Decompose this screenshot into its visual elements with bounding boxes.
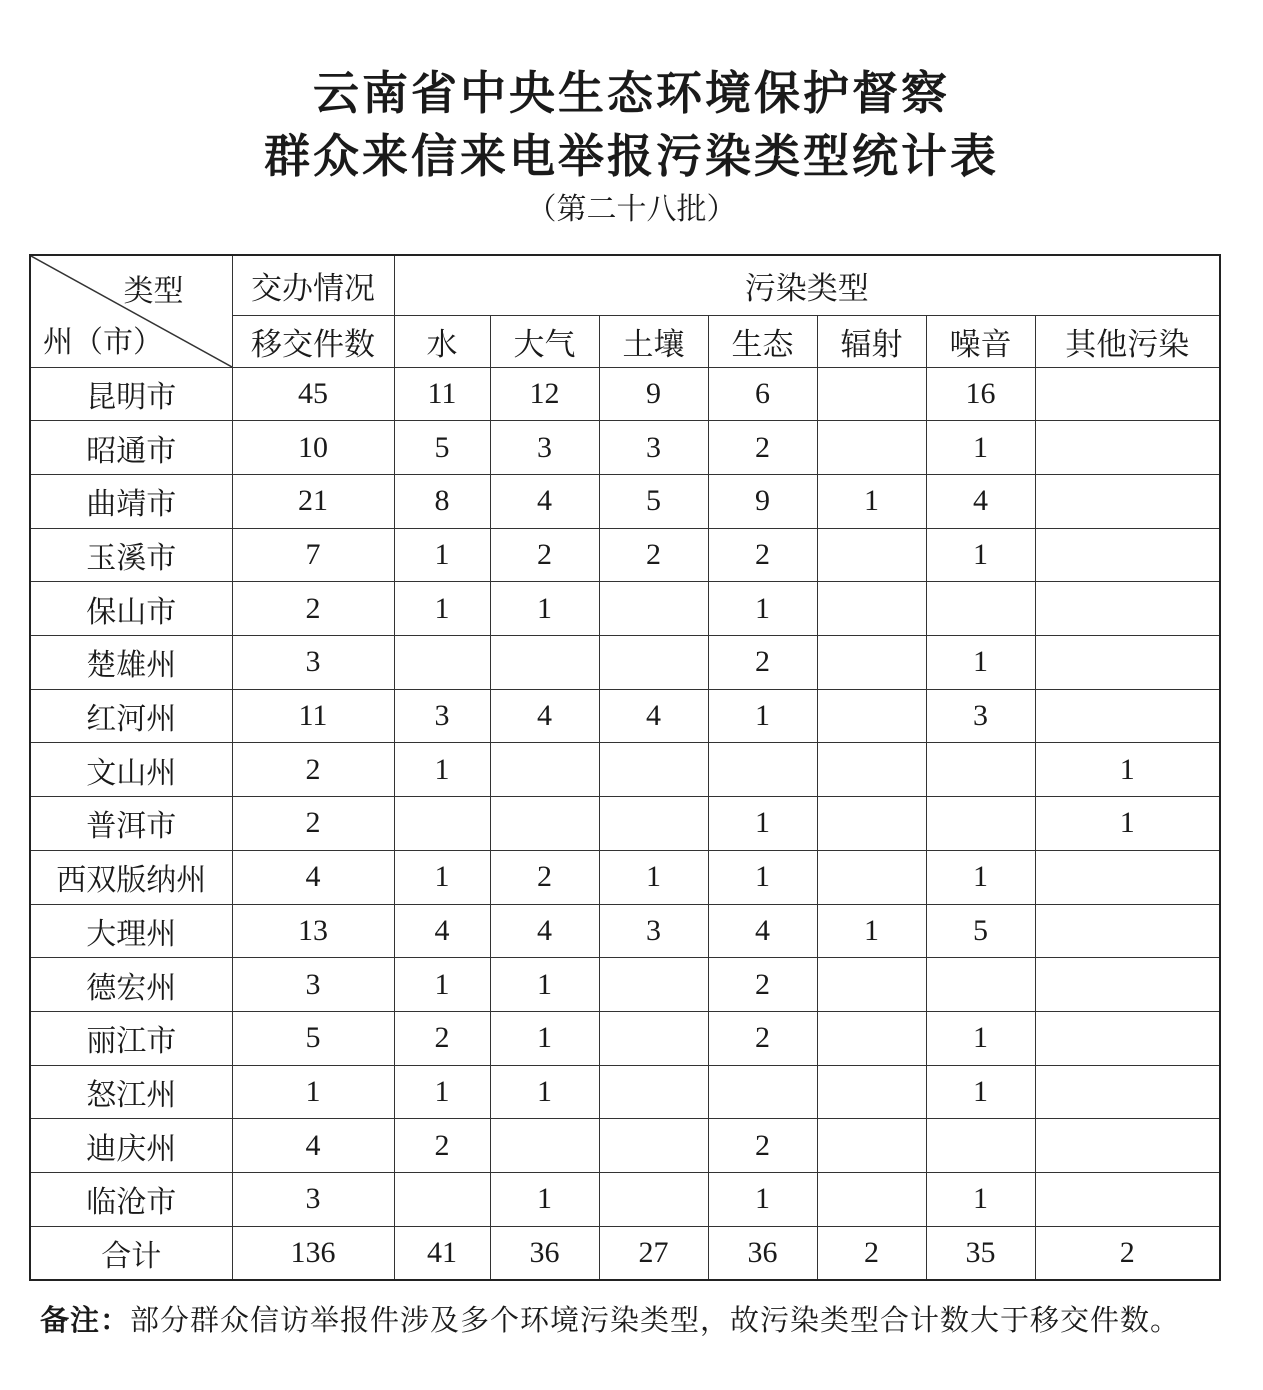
region-name-cell: 玉溪市 <box>30 528 232 582</box>
pollution-value-cell: 1 <box>926 528 1035 582</box>
pollution-value-cell: 4 <box>490 689 599 743</box>
pollution-value-cell <box>1035 1119 1220 1173</box>
assigned-count-cell: 4 <box>232 1119 394 1173</box>
pollution-value-cell: 1 <box>394 528 490 582</box>
pollution-value-cell: 3 <box>926 689 1035 743</box>
assigned-count-cell: 136 <box>232 1226 394 1280</box>
pollution-value-cell <box>599 1065 708 1119</box>
pollution-value-cell: 1 <box>599 850 708 904</box>
assigned-count-cell: 2 <box>232 797 394 851</box>
pollution-value-cell <box>817 1065 926 1119</box>
table-row <box>30 528 1220 582</box>
pollution-value-cell: 1 <box>817 474 926 528</box>
region-name-cell: 保山市 <box>30 582 232 636</box>
pollution-value-cell: 1 <box>926 1173 1035 1227</box>
assigned-count-cell: 4 <box>232 850 394 904</box>
pollution-value-cell: 1 <box>490 1065 599 1119</box>
pollution-value-cell: 2 <box>490 850 599 904</box>
assigned-count-cell: 5 <box>232 1011 394 1065</box>
pollution-value-cell <box>926 582 1035 636</box>
assigned-count-cell: 2 <box>232 743 394 797</box>
table-row <box>30 1011 1220 1065</box>
pollution-value-cell: 2 <box>394 1011 490 1065</box>
pollution-value-cell: 1 <box>394 958 490 1012</box>
pollution-value-cell: 1 <box>926 636 1035 690</box>
table-row <box>30 958 1220 1012</box>
pollution-value-cell: 3 <box>599 904 708 958</box>
pollution-value-cell <box>817 582 926 636</box>
pollution-value-cell <box>490 797 599 851</box>
pollution-value-cell: 1 <box>490 582 599 636</box>
pollution-value-cell: 8 <box>394 474 490 528</box>
pollution-value-cell <box>599 636 708 690</box>
col-header-noise: 噪音 <box>926 315 1035 367</box>
pollution-value-cell: 1 <box>708 797 817 851</box>
pollution-value-cell <box>1035 528 1220 582</box>
pollution-value-cell <box>817 689 926 743</box>
pollution-value-cell <box>817 958 926 1012</box>
pollution-value-cell: 5 <box>599 474 708 528</box>
pollution-value-cell: 2 <box>599 528 708 582</box>
assigned-count-cell: 21 <box>232 474 394 528</box>
pollution-value-cell <box>817 1173 926 1227</box>
assigned-count-header: 移交件数 <box>232 315 394 367</box>
pollution-value-cell <box>599 743 708 797</box>
pollution-value-cell: 2 <box>817 1226 926 1280</box>
corner-type-label: 类型 <box>123 274 184 309</box>
pollution-value-cell: 9 <box>599 367 708 421</box>
pollution-value-cell <box>817 850 926 904</box>
pollution-value-cell: 2 <box>708 421 817 475</box>
pollution-value-cell: 1 <box>1035 743 1220 797</box>
pollution-value-cell <box>599 1011 708 1065</box>
pollution-value-cell <box>490 636 599 690</box>
pollution-value-cell: 2 <box>490 528 599 582</box>
pollution-value-cell: 12 <box>490 367 599 421</box>
assigned-count-cell: 3 <box>232 636 394 690</box>
table-row <box>30 689 1220 743</box>
page-title-line2: 群众来信来电举报污染类型统计表 <box>264 129 999 183</box>
pollution-value-cell <box>817 1119 926 1173</box>
col-header-air: 大气 <box>490 315 599 367</box>
pollution-value-cell <box>599 797 708 851</box>
pollution-value-cell <box>1035 958 1220 1012</box>
pollution-value-cell: 4 <box>599 689 708 743</box>
assigned-count-cell: 3 <box>232 1173 394 1227</box>
region-name-cell: 迪庆州 <box>30 1119 232 1173</box>
pollution-value-cell: 3 <box>394 689 490 743</box>
footnote-text: 部分群众信访举报件涉及多个环境污染类型，故污染类型合计数大于移交件数。 <box>130 1303 1181 1337</box>
pollution-value-cell <box>817 743 926 797</box>
pollution-value-cell: 1 <box>817 904 926 958</box>
pollution-value-cell: 1 <box>394 1065 490 1119</box>
assigned-count-cell: 45 <box>232 367 394 421</box>
pollution-value-cell <box>708 1065 817 1119</box>
pollution-value-cell: 4 <box>394 904 490 958</box>
corner-header-cell <box>30 255 232 367</box>
pollution-value-cell: 3 <box>490 421 599 475</box>
pollution-value-cell: 2 <box>708 958 817 1012</box>
footnote <box>40 1300 1180 1340</box>
pollution-value-cell <box>708 743 817 797</box>
pollution-value-cell: 1 <box>490 1011 599 1065</box>
pollution-value-cell: 6 <box>708 367 817 421</box>
pollution-value-cell <box>1035 1065 1220 1119</box>
table-row <box>30 474 1220 528</box>
pollution-value-cell: 1 <box>708 850 817 904</box>
assigned-count-cell: 1 <box>232 1065 394 1119</box>
pollution-value-cell: 4 <box>490 904 599 958</box>
footnote-label: 备注： <box>40 1303 131 1337</box>
pollution-value-cell <box>599 1173 708 1227</box>
pollution-value-cell: 1 <box>708 582 817 636</box>
pollution-value-cell: 1 <box>394 850 490 904</box>
pollution-value-cell <box>394 797 490 851</box>
pollution-value-cell <box>817 797 926 851</box>
pollution-value-cell: 35 <box>926 1226 1035 1280</box>
region-name-cell: 大理州 <box>30 904 232 958</box>
pollution-value-cell <box>1035 582 1220 636</box>
corner-region-label: 州（市） <box>43 324 163 360</box>
pollution-value-cell <box>817 421 926 475</box>
table-row <box>30 636 1220 690</box>
pollution-value-cell: 2 <box>394 1119 490 1173</box>
region-name-cell: 怒江州 <box>30 1065 232 1119</box>
table-row <box>30 1065 1220 1119</box>
assigned-header: 交办情况 <box>232 255 394 315</box>
pollution-value-cell <box>1035 474 1220 528</box>
pollution-value-cell <box>926 958 1035 1012</box>
region-name-cell: 楚雄州 <box>30 636 232 690</box>
pollution-value-cell: 36 <box>490 1226 599 1280</box>
table-row <box>30 421 1220 475</box>
region-name-cell: 红河州 <box>30 689 232 743</box>
pollution-value-cell: 1 <box>394 743 490 797</box>
region-name-cell: 临沧市 <box>30 1173 232 1227</box>
pollution-value-cell: 5 <box>394 421 490 475</box>
col-header-soil: 土壤 <box>599 315 708 367</box>
region-name-cell: 丽江市 <box>30 1011 232 1065</box>
assigned-count-cell: 11 <box>232 689 394 743</box>
pollution-value-cell: 1 <box>926 1065 1035 1119</box>
table-body <box>30 367 1220 1280</box>
region-name-cell: 曲靖市 <box>30 474 232 528</box>
pollution-value-cell: 1 <box>926 421 1035 475</box>
pollution-value-cell <box>490 1119 599 1173</box>
table-row <box>30 797 1220 851</box>
pollution-value-cell <box>817 636 926 690</box>
pollution-value-cell <box>599 582 708 636</box>
pollution-value-cell <box>599 1119 708 1173</box>
region-name-cell: 文山州 <box>30 743 232 797</box>
pollution-value-cell <box>599 958 708 1012</box>
region-name-cell: 昆明市 <box>30 367 232 421</box>
assigned-count-cell: 13 <box>232 904 394 958</box>
assigned-count-cell: 3 <box>232 958 394 1012</box>
table-row <box>30 1119 1220 1173</box>
pollution-value-cell <box>1035 850 1220 904</box>
pollution-value-cell: 1 <box>1035 797 1220 851</box>
pollution-value-cell <box>817 367 926 421</box>
pollution-value-cell: 2 <box>708 528 817 582</box>
pollution-value-cell <box>1035 421 1220 475</box>
pollution-value-cell <box>394 636 490 690</box>
pollution-statistics-table <box>29 254 1221 1281</box>
pollution-value-cell: 2 <box>1035 1226 1220 1280</box>
pollution-value-cell <box>817 528 926 582</box>
assigned-count-cell: 2 <box>232 582 394 636</box>
pollution-value-cell: 2 <box>708 636 817 690</box>
pollution-value-cell: 1 <box>490 958 599 1012</box>
pollution-value-cell: 9 <box>708 474 817 528</box>
pollution-value-cell <box>1035 689 1220 743</box>
col-header-ecology: 生态 <box>708 315 817 367</box>
region-name-cell: 德宏州 <box>30 958 232 1012</box>
pollution-value-cell: 2 <box>708 1011 817 1065</box>
pollution-value-cell: 1 <box>708 1173 817 1227</box>
pollution-value-cell: 36 <box>708 1226 817 1280</box>
pollution-value-cell <box>1035 1011 1220 1065</box>
pollution-value-cell: 4 <box>926 474 1035 528</box>
col-header-radiation: 辐射 <box>817 315 926 367</box>
pollution-value-cell <box>817 1011 926 1065</box>
col-header-other: 其他污染 <box>1035 315 1220 367</box>
pollution-value-cell: 5 <box>926 904 1035 958</box>
pollution-value-cell: 3 <box>599 421 708 475</box>
page-title-line1: 云南省中央生态环境保护督察 <box>313 66 950 120</box>
pollution-value-cell: 4 <box>490 474 599 528</box>
batch-subtitle: （第二十八批） <box>526 192 737 227</box>
table-row <box>30 743 1220 797</box>
total-label-cell: 合计 <box>30 1226 232 1280</box>
pollution-value-cell: 1 <box>708 689 817 743</box>
pollution-value-cell: 41 <box>394 1226 490 1280</box>
region-name-cell: 昭通市 <box>30 421 232 475</box>
assigned-count-cell: 7 <box>232 528 394 582</box>
pollution-value-cell <box>926 797 1035 851</box>
pollution-value-cell: 1 <box>926 1011 1035 1065</box>
pollution-value-cell <box>926 1119 1035 1173</box>
pollution-value-cell <box>394 1173 490 1227</box>
pollution-value-cell: 1 <box>926 850 1035 904</box>
pollution-value-cell: 11 <box>394 367 490 421</box>
table-row <box>30 367 1220 421</box>
pollution-value-cell <box>1035 367 1220 421</box>
pollution-value-cell <box>1035 636 1220 690</box>
table-row <box>30 582 1220 636</box>
pollution-type-header: 污染类型 <box>394 255 1220 315</box>
pollution-value-cell: 1 <box>490 1173 599 1227</box>
table-row <box>30 850 1220 904</box>
pollution-value-cell: 1 <box>394 582 490 636</box>
pollution-value-cell <box>1035 1173 1220 1227</box>
region-name-cell: 普洱市 <box>30 797 232 851</box>
pollution-value-cell: 16 <box>926 367 1035 421</box>
col-header-water: 水 <box>394 315 490 367</box>
assigned-count-cell: 10 <box>232 421 394 475</box>
region-name-cell: 西双版纳州 <box>30 850 232 904</box>
pollution-value-cell: 4 <box>708 904 817 958</box>
pollution-value-cell: 27 <box>599 1226 708 1280</box>
pollution-value-cell <box>490 743 599 797</box>
table-row <box>30 1173 1220 1227</box>
pollution-value-cell <box>1035 904 1220 958</box>
table-row <box>30 904 1220 958</box>
total-row <box>30 1226 1220 1280</box>
pollution-value-cell <box>926 743 1035 797</box>
pollution-value-cell: 2 <box>708 1119 817 1173</box>
